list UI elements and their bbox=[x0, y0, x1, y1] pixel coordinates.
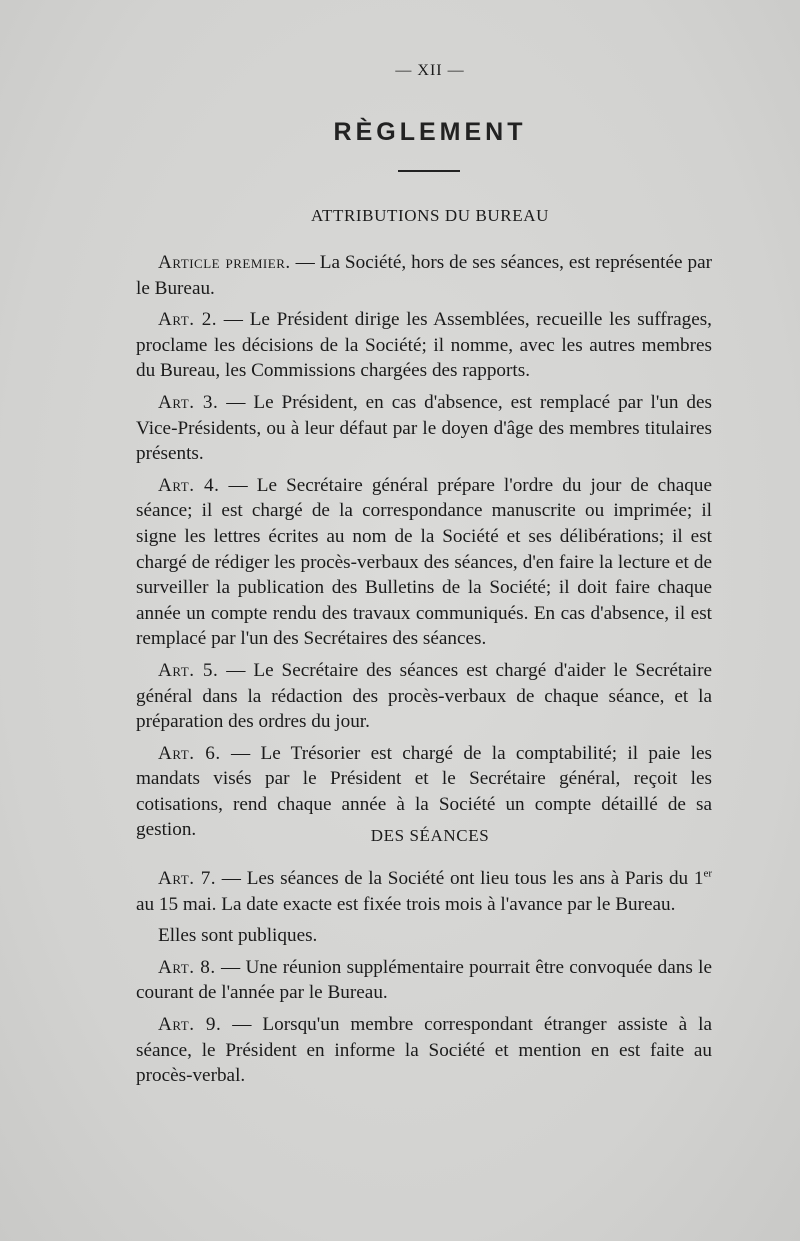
article-label: Art. 8. bbox=[158, 956, 216, 978]
page-title: RÈGLEMENT bbox=[333, 118, 527, 146]
section-seances-body bbox=[136, 866, 712, 1095]
section-heading-attributions: ATTRIBUTIONS DU BUREAU bbox=[311, 206, 549, 225]
article-text-part-b: au 15 mai. La date exacte est fixée trois mois à l'avance par le Bureau. bbox=[136, 893, 676, 915]
article-premier bbox=[136, 250, 712, 301]
article-label: Art. 5. bbox=[158, 659, 219, 681]
article-text: — Lorsqu'un membre correspondant étranger assiste à la séance, le Président en informe la Société et mention en est faite au procès-verbal. bbox=[136, 1013, 712, 1087]
article-5 bbox=[136, 658, 712, 735]
article-text-part-a: — Les séances de la Société ont lieu tous les ans à Paris du 1 bbox=[216, 868, 704, 889]
article-label: Article premier. bbox=[158, 252, 291, 273]
article-8 bbox=[136, 955, 712, 1006]
article-label: Art. 4. bbox=[158, 474, 220, 496]
article-text: — Le Président, en cas d'absence, est remplacé par l'un des Vice-Présidents, ou à leur défaut par le doyen d'âge des membres titulaires présents. bbox=[136, 391, 712, 465]
article-9 bbox=[136, 1012, 712, 1089]
page-number: — XII — bbox=[395, 62, 465, 79]
title-rule-divider bbox=[398, 170, 460, 172]
article-text: — Le Trésorier est chargé de la comptabilité; il paie les mandats visés par le Président et le Secrétaire général, reçoit les cotisations, rend chaque année à la Société un compte détaillé de sa gestion. bbox=[136, 742, 712, 841]
article-text: — Le Secrétaire général prépare l'ordre du jour de chaque séance; il est chargé de la correspondance manuscrite ou imprimée; il signe les lettres écrites au nom de la Société et ses délibérations; il est chargé de rédiger les procès-verbaux des séances, d'en faire la lecture et de surveiller la publication des Bulletins de la Société; il doit faire chaque année un compte rendu des travaux communiqués. En cas d'absence, il est remplacé par l'un des Secrétaires des séances. bbox=[136, 474, 712, 650]
article-label: Art. 9. bbox=[158, 1013, 222, 1035]
ordinal-superscript: er bbox=[703, 867, 712, 880]
article-label: Art. 6. bbox=[158, 742, 221, 764]
section-heading-seances: DES SÉANCES bbox=[370, 826, 490, 845]
article-label: Art. 7. bbox=[158, 868, 217, 889]
article-7 bbox=[136, 866, 712, 917]
article-text: — Le Secrétaire des séances est chargé d'aider le Secrétaire général dans la rédaction des procès-verbaux de chaque séance, et la préparation des ordres du jour. bbox=[136, 659, 712, 733]
article-label: Art. 2. bbox=[158, 309, 218, 331]
article-label: Art. 3. bbox=[158, 391, 219, 413]
article-3 bbox=[136, 390, 712, 467]
article-4 bbox=[136, 473, 712, 652]
article-text: — Une réunion supplémentaire pourrait être convoquée dans le courant de l'année par le Bureau. bbox=[136, 956, 712, 1004]
article-7-note: Elles sont publiques. bbox=[158, 925, 318, 947]
article-2 bbox=[136, 307, 712, 384]
section-attributions-body bbox=[136, 250, 712, 849]
article-text: — La Société, hors de ses séances, est représentée par le Bureau. bbox=[136, 252, 712, 299]
article-text: — Le Président dirige les Assemblées, recueille les suffrages, proclame les décisions de la Société; il nomme, avec les autres membres du Bureau, les Commissions chargées des rapports. bbox=[136, 309, 712, 382]
